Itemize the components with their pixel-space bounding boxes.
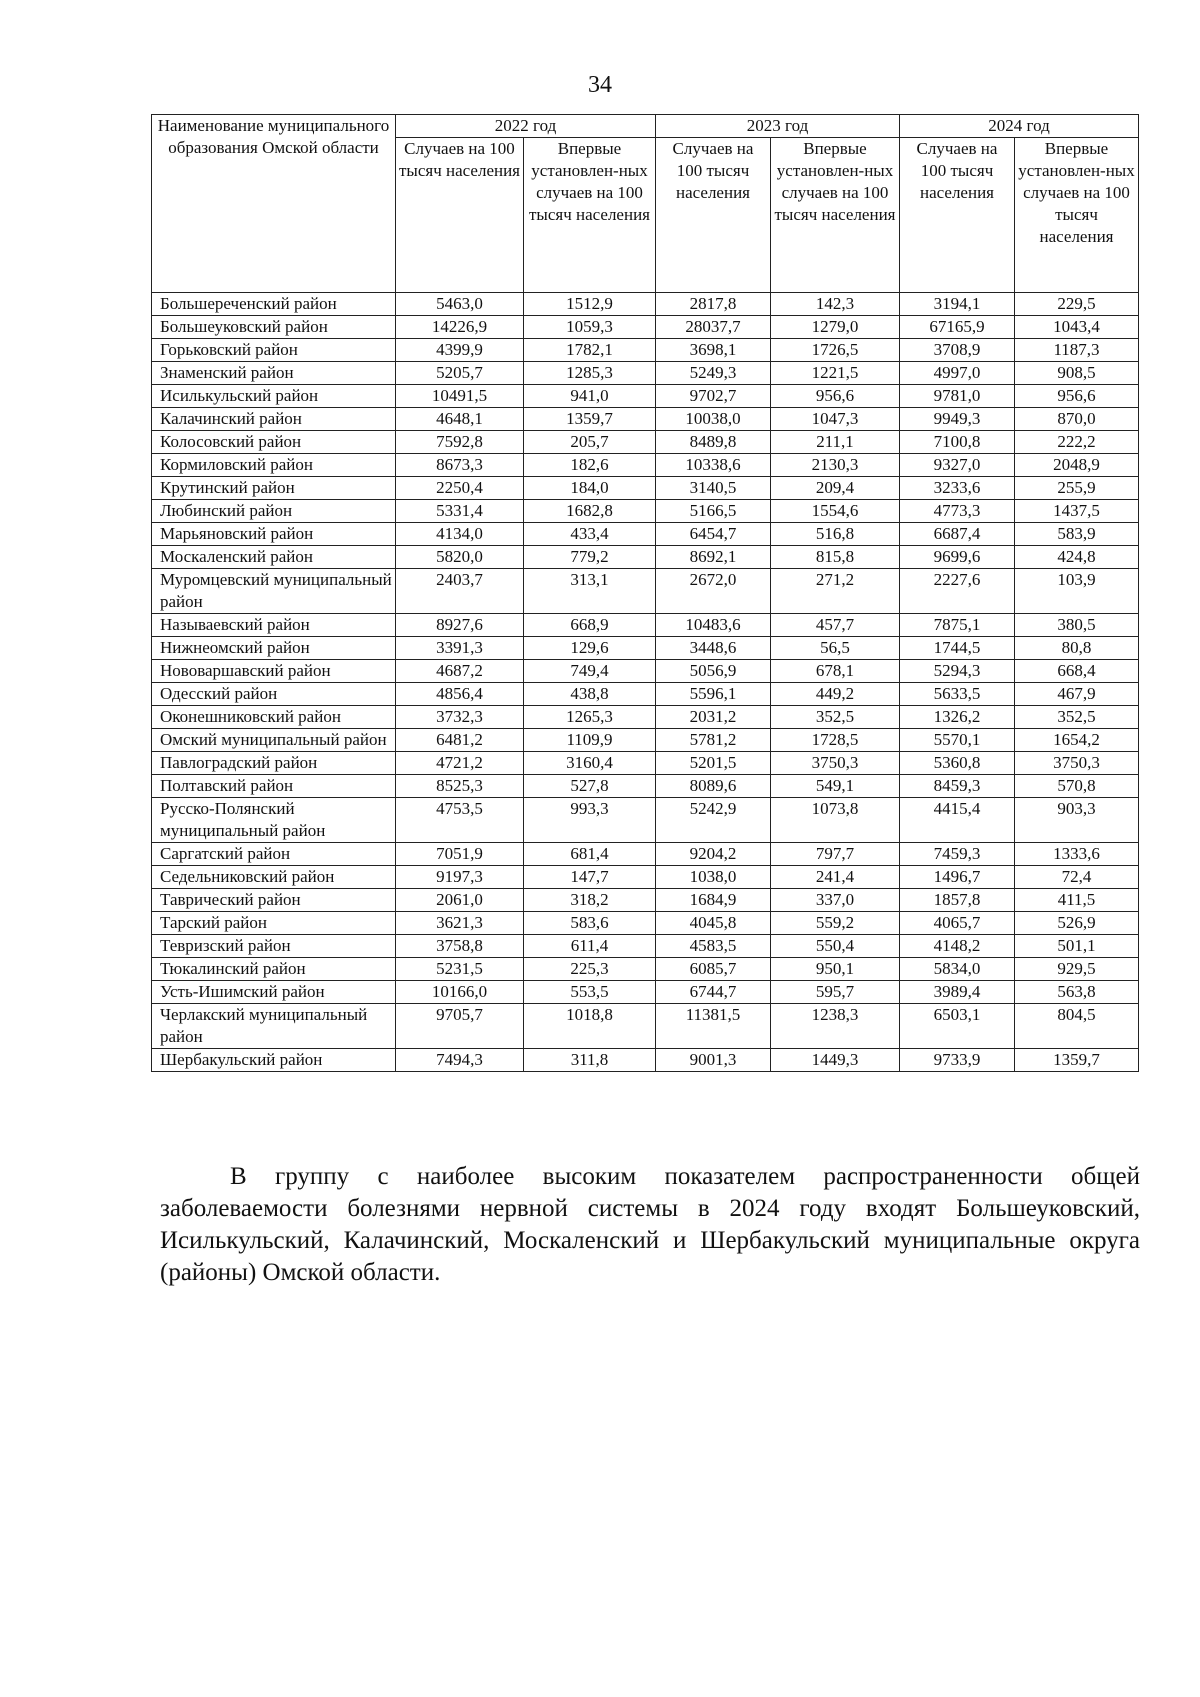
value-cell: 1221,5 bbox=[771, 362, 900, 385]
table-row bbox=[152, 546, 1139, 569]
municipality-name: Кормиловский район bbox=[152, 454, 396, 477]
value-cell: 8692,1 bbox=[656, 546, 771, 569]
value-cell: 4648,1 bbox=[396, 408, 524, 431]
value-cell: 103,9 bbox=[1015, 569, 1139, 614]
value-cell: 3160,4 bbox=[524, 752, 656, 775]
table-row bbox=[152, 843, 1139, 866]
value-cell: 6454,7 bbox=[656, 523, 771, 546]
table-row bbox=[152, 362, 1139, 385]
value-cell: 14226,9 bbox=[396, 316, 524, 339]
municipality-name: Черлакский муниципальный район bbox=[152, 1004, 396, 1049]
value-cell: 229,5 bbox=[1015, 293, 1139, 316]
municipality-name: Называевский район bbox=[152, 614, 396, 637]
value-cell: 311,8 bbox=[524, 1049, 656, 1072]
value-cell: 5633,5 bbox=[900, 683, 1015, 706]
value-cell: 411,5 bbox=[1015, 889, 1139, 912]
value-cell: 67165,9 bbox=[900, 316, 1015, 339]
value-cell: 8525,3 bbox=[396, 775, 524, 798]
value-cell: 583,9 bbox=[1015, 523, 1139, 546]
value-cell: 7100,8 bbox=[900, 431, 1015, 454]
value-cell: 3732,3 bbox=[396, 706, 524, 729]
subheader-cases-2022: Случаев на 100 тысяч населения bbox=[396, 138, 524, 293]
value-cell: 9949,3 bbox=[900, 408, 1015, 431]
value-cell: 2048,9 bbox=[1015, 454, 1139, 477]
value-cell: 4045,8 bbox=[656, 912, 771, 935]
value-cell: 1449,3 bbox=[771, 1049, 900, 1072]
value-cell: 3708,9 bbox=[900, 339, 1015, 362]
value-cell: 56,5 bbox=[771, 637, 900, 660]
header-municipality: Наименование муниципального образования Омской области bbox=[152, 115, 396, 293]
value-cell: 7051,9 bbox=[396, 843, 524, 866]
value-cell: 433,4 bbox=[524, 523, 656, 546]
value-cell: 1684,9 bbox=[656, 889, 771, 912]
municipality-name: Таврический район bbox=[152, 889, 396, 912]
header-year-2022: 2022 год bbox=[396, 115, 656, 138]
value-cell: 3621,3 bbox=[396, 912, 524, 935]
value-cell: 3194,1 bbox=[900, 293, 1015, 316]
municipality-name: Саргатский район bbox=[152, 843, 396, 866]
value-cell: 5294,3 bbox=[900, 660, 1015, 683]
municipality-name: Усть-Ишимский район bbox=[152, 981, 396, 1004]
value-cell: 1333,6 bbox=[1015, 843, 1139, 866]
value-cell: 4065,7 bbox=[900, 912, 1015, 935]
value-cell: 6744,7 bbox=[656, 981, 771, 1004]
value-cell: 9733,9 bbox=[900, 1049, 1015, 1072]
municipality-name: Тевризский район bbox=[152, 935, 396, 958]
value-cell: 3233,6 bbox=[900, 477, 1015, 500]
value-cell: 80,8 bbox=[1015, 637, 1139, 660]
value-cell: 516,8 bbox=[771, 523, 900, 546]
value-cell: 1359,7 bbox=[524, 408, 656, 431]
value-cell: 3391,3 bbox=[396, 637, 524, 660]
value-cell: 570,8 bbox=[1015, 775, 1139, 798]
value-cell: 1728,5 bbox=[771, 729, 900, 752]
value-cell: 11381,5 bbox=[656, 1004, 771, 1049]
value-cell: 526,9 bbox=[1015, 912, 1139, 935]
value-cell: 4583,5 bbox=[656, 935, 771, 958]
value-cell: 903,3 bbox=[1015, 798, 1139, 843]
municipality-name: Русско-Полянский муниципальный район bbox=[152, 798, 396, 843]
value-cell: 5249,3 bbox=[656, 362, 771, 385]
table-row bbox=[152, 981, 1139, 1004]
subheader-new-cases-2023: Впервые установлен-ных случаев на 100 тысяч населения bbox=[771, 138, 900, 293]
value-cell: 1857,8 bbox=[900, 889, 1015, 912]
value-cell: 9699,6 bbox=[900, 546, 1015, 569]
municipality-name: Москаленский район bbox=[152, 546, 396, 569]
value-cell: 595,7 bbox=[771, 981, 900, 1004]
table-row bbox=[152, 752, 1139, 775]
table-row bbox=[152, 1004, 1139, 1049]
municipality-name: Марьяновский район bbox=[152, 523, 396, 546]
value-cell: 205,7 bbox=[524, 431, 656, 454]
value-cell: 5463,0 bbox=[396, 293, 524, 316]
value-cell: 7875,1 bbox=[900, 614, 1015, 637]
value-cell: 222,2 bbox=[1015, 431, 1139, 454]
value-cell: 668,9 bbox=[524, 614, 656, 637]
municipality-name: Исилькульский район bbox=[152, 385, 396, 408]
value-cell: 4399,9 bbox=[396, 339, 524, 362]
value-cell: 2031,2 bbox=[656, 706, 771, 729]
table-row bbox=[152, 385, 1139, 408]
municipality-name: Омский муниципальный район bbox=[152, 729, 396, 752]
value-cell: 3750,3 bbox=[771, 752, 900, 775]
value-cell: 1238,3 bbox=[771, 1004, 900, 1049]
value-cell: 4753,5 bbox=[396, 798, 524, 843]
value-cell: 424,8 bbox=[1015, 546, 1139, 569]
value-cell: 8673,3 bbox=[396, 454, 524, 477]
value-cell: 3140,5 bbox=[656, 477, 771, 500]
value-cell: 956,6 bbox=[771, 385, 900, 408]
value-cell: 1682,8 bbox=[524, 500, 656, 523]
municipality-name: Нижнеомский район bbox=[152, 637, 396, 660]
value-cell: 7459,3 bbox=[900, 843, 1015, 866]
table-row bbox=[152, 614, 1139, 637]
value-cell: 1744,5 bbox=[900, 637, 1015, 660]
value-cell: 457,7 bbox=[771, 614, 900, 637]
value-cell: 1512,9 bbox=[524, 293, 656, 316]
municipality-name: Крутинский район bbox=[152, 477, 396, 500]
value-cell: 10166,0 bbox=[396, 981, 524, 1004]
value-cell: 4721,2 bbox=[396, 752, 524, 775]
table-row bbox=[152, 798, 1139, 843]
value-cell: 9327,0 bbox=[900, 454, 1015, 477]
value-cell: 129,6 bbox=[524, 637, 656, 660]
value-cell: 3698,1 bbox=[656, 339, 771, 362]
value-cell: 6481,2 bbox=[396, 729, 524, 752]
municipality-name: Тарский район bbox=[152, 912, 396, 935]
municipality-name: Павлоградский район bbox=[152, 752, 396, 775]
municipality-name: Тюкалинский район bbox=[152, 958, 396, 981]
value-cell: 8489,8 bbox=[656, 431, 771, 454]
value-cell: 184,0 bbox=[524, 477, 656, 500]
value-cell: 182,6 bbox=[524, 454, 656, 477]
municipality-name: Полтавский район bbox=[152, 775, 396, 798]
value-cell: 9702,7 bbox=[656, 385, 771, 408]
value-cell: 1018,8 bbox=[524, 1004, 656, 1049]
value-cell: 929,5 bbox=[1015, 958, 1139, 981]
value-cell: 5201,5 bbox=[656, 752, 771, 775]
value-cell: 550,4 bbox=[771, 935, 900, 958]
table-row bbox=[152, 912, 1139, 935]
value-cell: 5781,2 bbox=[656, 729, 771, 752]
value-cell: 3989,4 bbox=[900, 981, 1015, 1004]
table-row bbox=[152, 569, 1139, 614]
value-cell: 1038,0 bbox=[656, 866, 771, 889]
value-cell: 147,7 bbox=[524, 866, 656, 889]
page-number: 34 bbox=[588, 72, 612, 98]
table-row bbox=[152, 500, 1139, 523]
table-row bbox=[152, 637, 1139, 660]
value-cell: 8459,3 bbox=[900, 775, 1015, 798]
subheader-cases-2024: Случаев на 100 тысяч населения bbox=[900, 138, 1015, 293]
value-cell: 1285,3 bbox=[524, 362, 656, 385]
value-cell: 1326,2 bbox=[900, 706, 1015, 729]
municipality-name: Большеуковский район bbox=[152, 316, 396, 339]
value-cell: 668,4 bbox=[1015, 660, 1139, 683]
value-cell: 3448,6 bbox=[656, 637, 771, 660]
table-row bbox=[152, 683, 1139, 706]
municipality-name: Знаменский район bbox=[152, 362, 396, 385]
value-cell: 7592,8 bbox=[396, 431, 524, 454]
value-cell: 5820,0 bbox=[396, 546, 524, 569]
value-cell: 5231,5 bbox=[396, 958, 524, 981]
value-cell: 1496,7 bbox=[900, 866, 1015, 889]
table-row bbox=[152, 293, 1139, 316]
value-cell: 5331,4 bbox=[396, 500, 524, 523]
value-cell: 352,5 bbox=[771, 706, 900, 729]
value-cell: 1782,1 bbox=[524, 339, 656, 362]
value-cell: 3750,3 bbox=[1015, 752, 1139, 775]
value-cell: 993,3 bbox=[524, 798, 656, 843]
value-cell: 1059,3 bbox=[524, 316, 656, 339]
value-cell: 559,2 bbox=[771, 912, 900, 935]
table-row bbox=[152, 408, 1139, 431]
table-row bbox=[152, 958, 1139, 981]
value-cell: 318,2 bbox=[524, 889, 656, 912]
municipality-name: Калачинский район bbox=[152, 408, 396, 431]
value-cell: 4148,2 bbox=[900, 935, 1015, 958]
value-cell: 5570,1 bbox=[900, 729, 1015, 752]
value-cell: 1726,5 bbox=[771, 339, 900, 362]
table-row bbox=[152, 1049, 1139, 1072]
value-cell: 9001,3 bbox=[656, 1049, 771, 1072]
value-cell: 1437,5 bbox=[1015, 500, 1139, 523]
municipality-name: Одесский район bbox=[152, 683, 396, 706]
value-cell: 804,5 bbox=[1015, 1004, 1139, 1049]
value-cell: 870,0 bbox=[1015, 408, 1139, 431]
value-cell: 337,0 bbox=[771, 889, 900, 912]
value-cell: 1073,8 bbox=[771, 798, 900, 843]
value-cell: 5596,1 bbox=[656, 683, 771, 706]
value-cell: 225,3 bbox=[524, 958, 656, 981]
municipality-name: Большереченский район bbox=[152, 293, 396, 316]
municipality-name: Любинский район bbox=[152, 500, 396, 523]
table-row bbox=[152, 431, 1139, 454]
value-cell: 6085,7 bbox=[656, 958, 771, 981]
subheader-cases-2023: Случаев на 100 тысяч населения bbox=[656, 138, 771, 293]
value-cell: 678,1 bbox=[771, 660, 900, 683]
value-cell: 5360,8 bbox=[900, 752, 1015, 775]
table-row bbox=[152, 889, 1139, 912]
value-cell: 1187,3 bbox=[1015, 339, 1139, 362]
table-row bbox=[152, 454, 1139, 477]
table-row bbox=[152, 706, 1139, 729]
morbidity-table bbox=[151, 114, 1139, 1072]
value-cell: 4687,2 bbox=[396, 660, 524, 683]
value-cell: 6687,4 bbox=[900, 523, 1015, 546]
value-cell: 749,4 bbox=[524, 660, 656, 683]
municipality-name: Муромцевский муниципальный район bbox=[152, 569, 396, 614]
municipality-name: Колосовский район bbox=[152, 431, 396, 454]
value-cell: 9781,0 bbox=[900, 385, 1015, 408]
value-cell: 4856,4 bbox=[396, 683, 524, 706]
value-cell: 527,8 bbox=[524, 775, 656, 798]
value-cell: 611,4 bbox=[524, 935, 656, 958]
value-cell: 8927,6 bbox=[396, 614, 524, 637]
value-cell: 3758,8 bbox=[396, 935, 524, 958]
value-cell: 449,2 bbox=[771, 683, 900, 706]
value-cell: 1554,6 bbox=[771, 500, 900, 523]
municipality-name: Шербакульский район bbox=[152, 1049, 396, 1072]
value-cell: 501,1 bbox=[1015, 935, 1139, 958]
value-cell: 5834,0 bbox=[900, 958, 1015, 981]
value-cell: 6503,1 bbox=[900, 1004, 1015, 1049]
value-cell: 681,4 bbox=[524, 843, 656, 866]
value-cell: 2250,4 bbox=[396, 477, 524, 500]
value-cell: 1654,2 bbox=[1015, 729, 1139, 752]
value-cell: 8089,6 bbox=[656, 775, 771, 798]
value-cell: 10491,5 bbox=[396, 385, 524, 408]
conclusion-paragraph: В группу с наиболее высоким показателем распространенности общей заболеваемости болезнями нервной системы в 2024 году входят Большеуковский, Исилькульский, Калачинский, Москаленский и Шербакульский муниципальные округа (районы) Омской области. bbox=[160, 1163, 1140, 1286]
value-cell: 2672,0 bbox=[656, 569, 771, 614]
value-cell: 1043,4 bbox=[1015, 316, 1139, 339]
value-cell: 1109,9 bbox=[524, 729, 656, 752]
municipality-name: Горьковский район bbox=[152, 339, 396, 362]
table-row bbox=[152, 660, 1139, 683]
table-row bbox=[152, 316, 1139, 339]
value-cell: 5166,5 bbox=[656, 500, 771, 523]
value-cell: 1359,7 bbox=[1015, 1049, 1139, 1072]
value-cell: 553,5 bbox=[524, 981, 656, 1004]
value-cell: 583,6 bbox=[524, 912, 656, 935]
table-row bbox=[152, 477, 1139, 500]
value-cell: 5242,9 bbox=[656, 798, 771, 843]
municipality-name: Нововаршавский район bbox=[152, 660, 396, 683]
value-cell: 10483,6 bbox=[656, 614, 771, 637]
value-cell: 797,7 bbox=[771, 843, 900, 866]
header-year-2023: 2023 год bbox=[656, 115, 900, 138]
value-cell: 1279,0 bbox=[771, 316, 900, 339]
value-cell: 9705,7 bbox=[396, 1004, 524, 1049]
value-cell: 209,4 bbox=[771, 477, 900, 500]
value-cell: 5205,7 bbox=[396, 362, 524, 385]
value-cell: 4773,3 bbox=[900, 500, 1015, 523]
municipality-name: Седельниковский район bbox=[152, 866, 396, 889]
value-cell: 549,1 bbox=[771, 775, 900, 798]
table-body bbox=[152, 293, 1139, 1072]
value-cell: 908,5 bbox=[1015, 362, 1139, 385]
table-row bbox=[152, 935, 1139, 958]
value-cell: 9197,3 bbox=[396, 866, 524, 889]
value-cell: 7494,3 bbox=[396, 1049, 524, 1072]
table-row bbox=[152, 523, 1139, 546]
subheader-new-cases-2022: Впервые установлен-ных случаев на 100 тысяч населения bbox=[524, 138, 656, 293]
value-cell: 9204,2 bbox=[656, 843, 771, 866]
value-cell: 72,4 bbox=[1015, 866, 1139, 889]
value-cell: 241,4 bbox=[771, 866, 900, 889]
value-cell: 2061,0 bbox=[396, 889, 524, 912]
value-cell: 1047,3 bbox=[771, 408, 900, 431]
value-cell: 467,9 bbox=[1015, 683, 1139, 706]
value-cell: 563,8 bbox=[1015, 981, 1139, 1004]
value-cell: 941,0 bbox=[524, 385, 656, 408]
municipality-name: Оконешниковский район bbox=[152, 706, 396, 729]
value-cell: 28037,7 bbox=[656, 316, 771, 339]
value-cell: 271,2 bbox=[771, 569, 900, 614]
value-cell: 2817,8 bbox=[656, 293, 771, 316]
value-cell: 779,2 bbox=[524, 546, 656, 569]
value-cell: 4997,0 bbox=[900, 362, 1015, 385]
value-cell: 352,5 bbox=[1015, 706, 1139, 729]
table-row bbox=[152, 775, 1139, 798]
value-cell: 10338,6 bbox=[656, 454, 771, 477]
value-cell: 2403,7 bbox=[396, 569, 524, 614]
value-cell: 142,3 bbox=[771, 293, 900, 316]
value-cell: 255,9 bbox=[1015, 477, 1139, 500]
value-cell: 5056,9 bbox=[656, 660, 771, 683]
value-cell: 10038,0 bbox=[656, 408, 771, 431]
table-row bbox=[152, 866, 1139, 889]
value-cell: 2130,3 bbox=[771, 454, 900, 477]
table-row bbox=[152, 339, 1139, 362]
subheader-new-cases-2024: Впервые установлен-ных случаев на 100 тысяч населения bbox=[1015, 138, 1139, 293]
value-cell: 4415,4 bbox=[900, 798, 1015, 843]
value-cell: 211,1 bbox=[771, 431, 900, 454]
header-year-2024: 2024 год bbox=[900, 115, 1139, 138]
value-cell: 4134,0 bbox=[396, 523, 524, 546]
value-cell: 956,6 bbox=[1015, 385, 1139, 408]
value-cell: 380,5 bbox=[1015, 614, 1139, 637]
value-cell: 815,8 bbox=[771, 546, 900, 569]
value-cell: 438,8 bbox=[524, 683, 656, 706]
value-cell: 1265,3 bbox=[524, 706, 656, 729]
value-cell: 313,1 bbox=[524, 569, 656, 614]
table-row bbox=[152, 729, 1139, 752]
value-cell: 2227,6 bbox=[900, 569, 1015, 614]
value-cell: 950,1 bbox=[771, 958, 900, 981]
